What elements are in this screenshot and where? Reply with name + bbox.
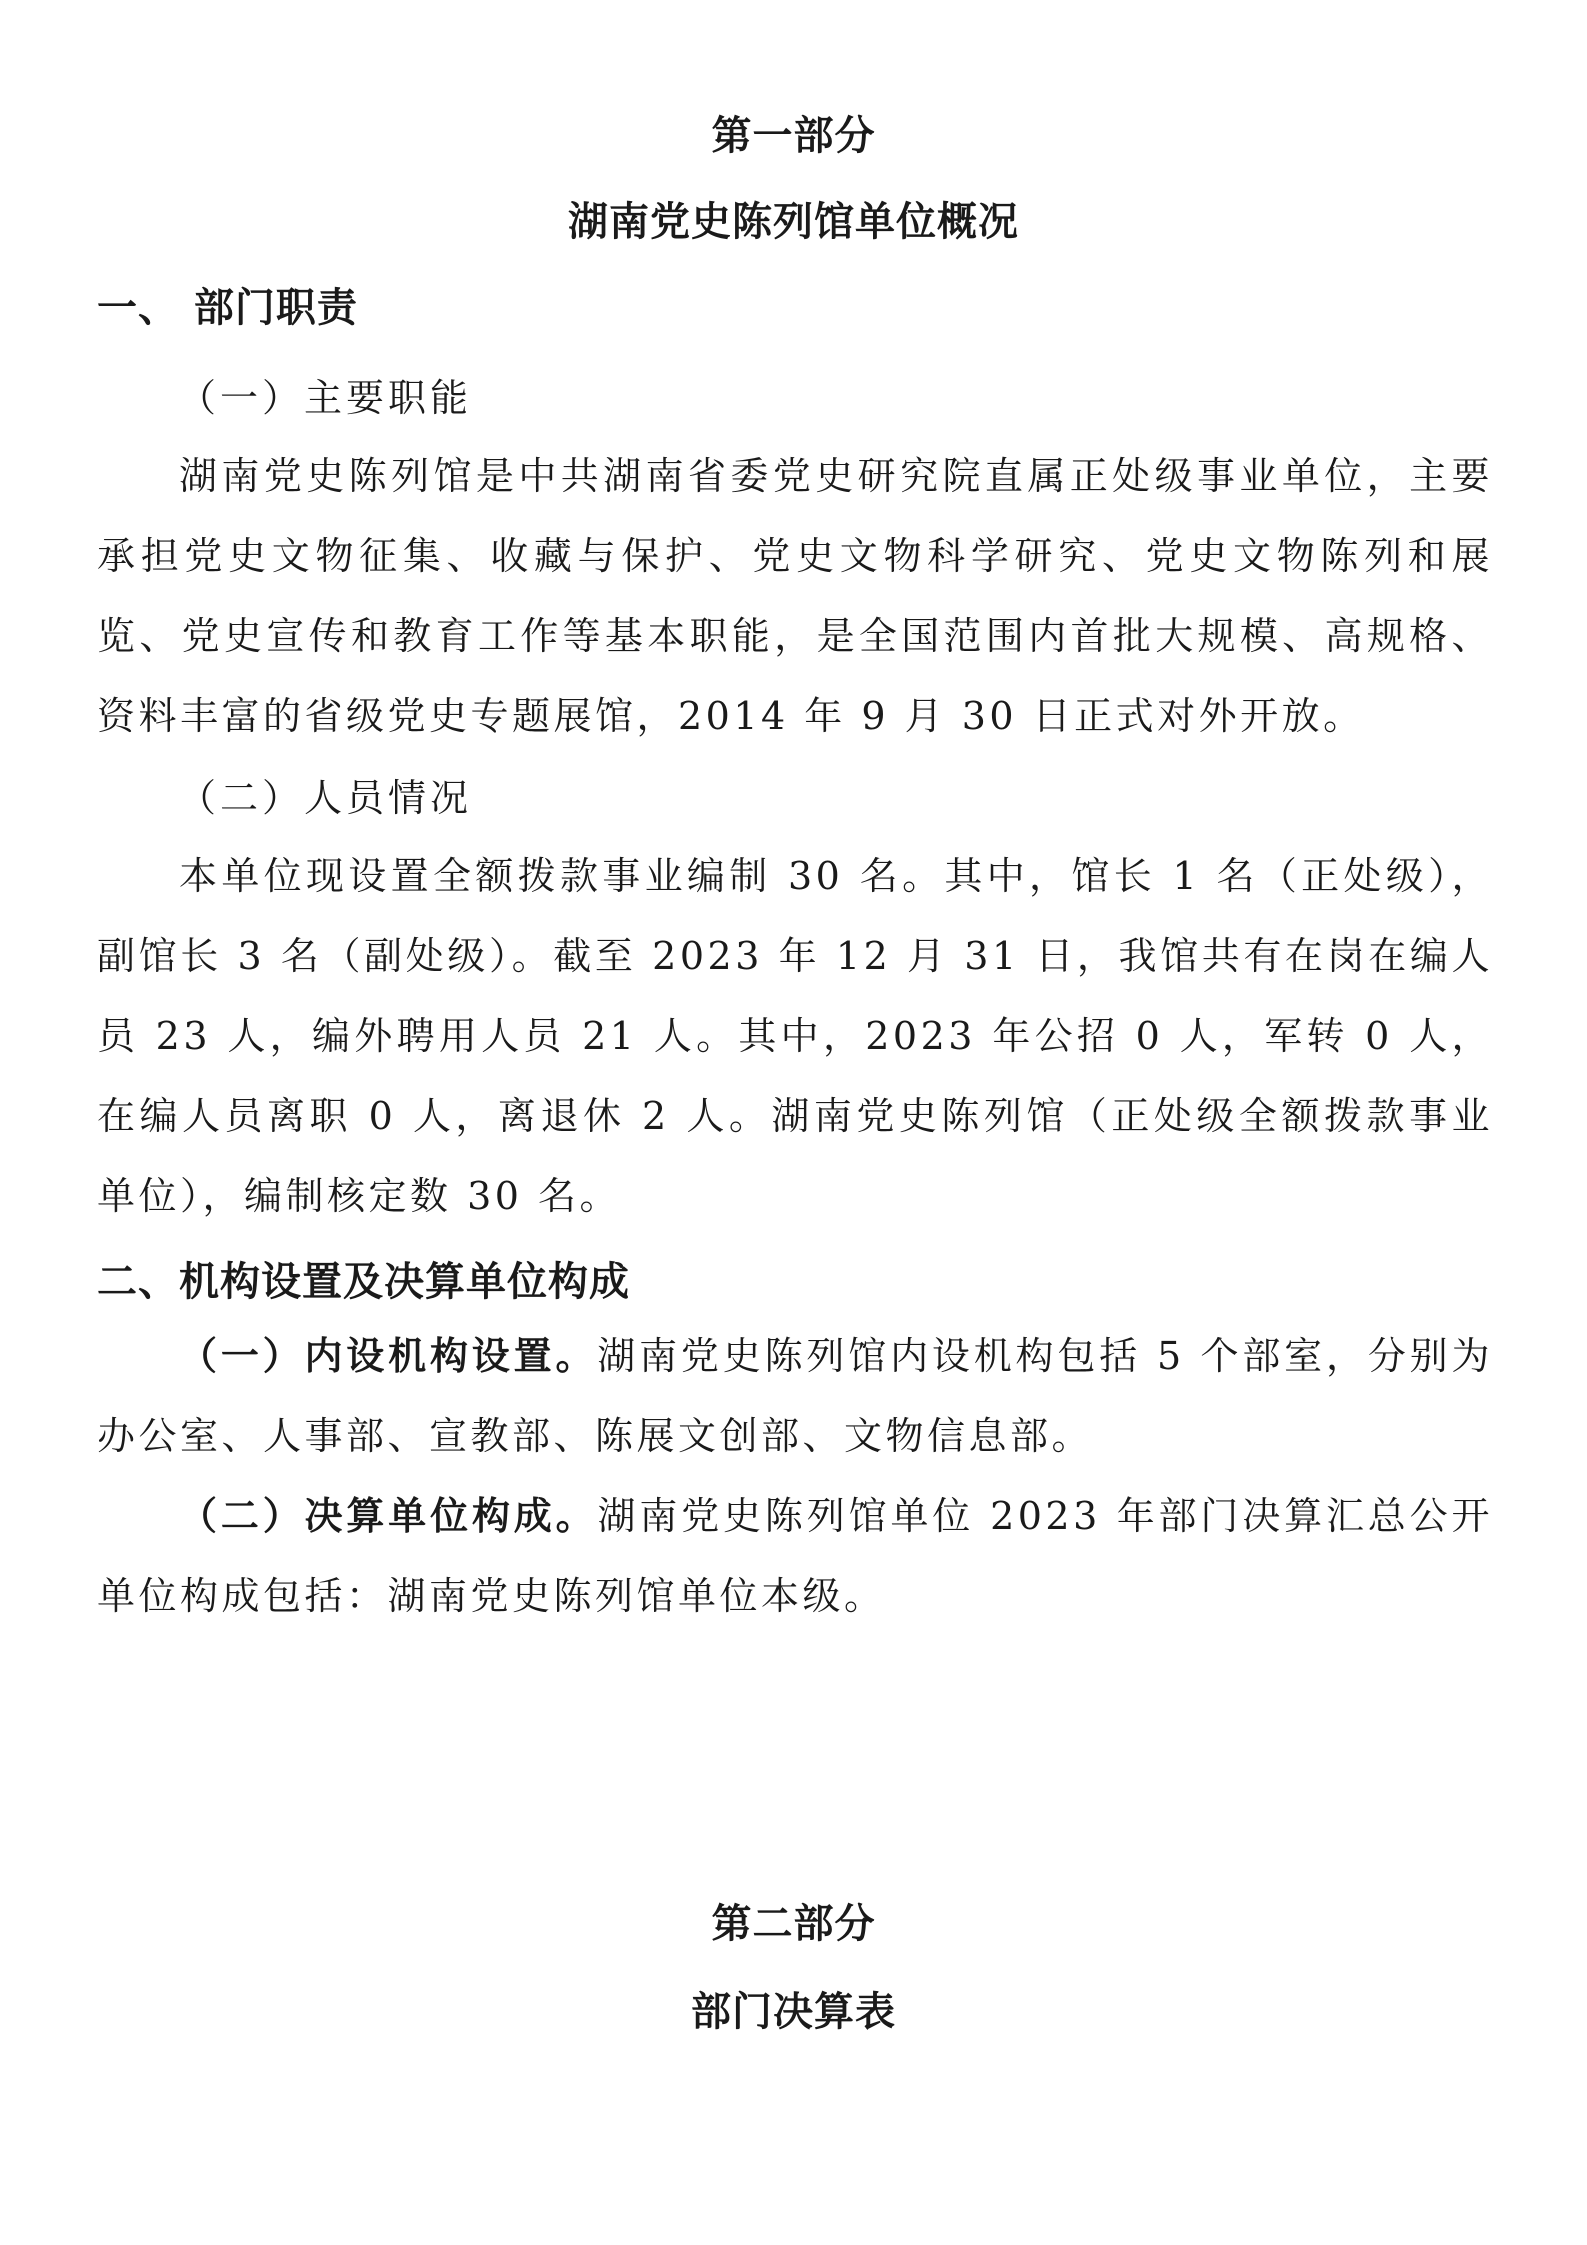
section1-sub1-heading: （一）主要职能: [178, 376, 473, 420]
section1-sub1-paragraph: 湖南党史陈列馆是中共湖南省委党史研究院直属正处级事业单位，主要承担党史文物征集、收藏与保护、党史文物科学研究、党史文物陈列和展览、党史宣传和教育工作等基本职能，是全国范围内首批大规模、高规格、资料丰富的省级党史专题展馆，2014 年 9 月 30 日正式对外开放。: [97, 454, 1493, 738]
part1-title: 湖南党史陈列馆单位概况: [568, 198, 1019, 245]
section1-heading: 一、 部门职责: [97, 284, 358, 331]
section2-item2-text: 湖南党史陈列馆单位 2023 年部门决算汇总公开单位构成包括：湖南党史陈列馆单位本级。: [97, 1494, 1493, 1618]
section1-sub2-paragraph: 本单位现设置全额拨款事业编制 30 名。其中，馆长 1 名（正处级），副馆长 3 名（副处级）。截至 2023 年 12 月 31 日，我馆共有在岗在编人员 23 人，编外聘用人员 21 人。其中，2023 年公招 0 人，军转 0 人，在编人员离职 0 人，离退休 2 人。湖南党史陈列馆（正处级全额拨款事业单位），编制核定数 30 名。: [97, 854, 1493, 1218]
section2-item1-lead: （一）内设机构设置。: [179, 1333, 598, 1378]
part2-label: 第二部分: [711, 1900, 876, 1947]
part1-label: 第一部分: [711, 112, 876, 159]
section2-item2-paragraph: [97, 1476, 1493, 1636]
section2-heading: 二、机构设置及决算单位构成: [97, 1258, 630, 1305]
section2-item1-paragraph: [97, 1316, 1493, 1476]
section2-item2-lead: （二）决算单位构成。: [179, 1493, 598, 1538]
section1-sub2-heading: （二）人员情况: [178, 776, 473, 820]
section2-item1-text: 湖南党史陈列馆内设机构包括 5 个部室，分别为办公室、人事部、宣教部、陈展文创部、文物信息部。: [97, 1334, 1493, 1458]
part2-title: 部门决算表: [691, 1988, 896, 2035]
